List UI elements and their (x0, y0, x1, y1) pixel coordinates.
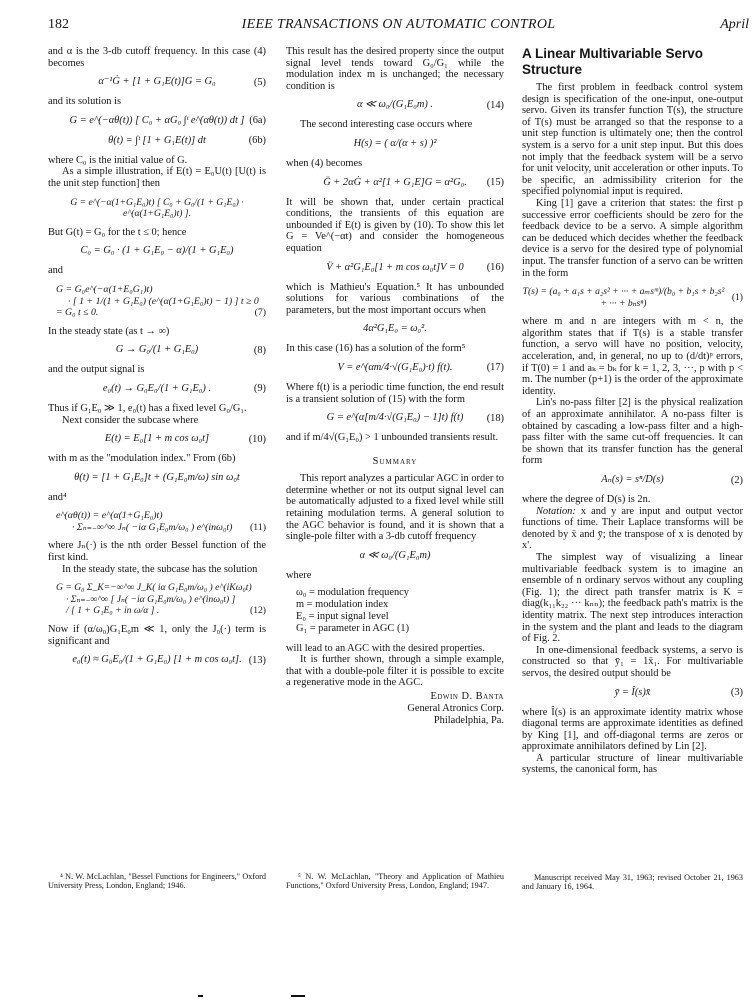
equation-line: = G₀ t ≤ 0. (56, 307, 99, 319)
paragraph: Next consider the subcase where (62, 414, 199, 426)
manuscript-note-text: Manuscript received May 31, 1963; revised October 21, 1963 and January 16, 1964. (522, 873, 743, 891)
paragraph: and⁴ (48, 491, 67, 503)
paragraph: It will be shown that, under certain practical conditions, the transients of this equation are unbounded if E(t) is given by (10). To show this let G = Ve^(−αt) and consider the homogeneous equation (286, 196, 504, 254)
paragraph: will lead to an AGC with the desired properties. (286, 642, 485, 654)
definition-list (296, 587, 504, 634)
footnote-5 (286, 873, 504, 890)
equation-12 (48, 582, 266, 617)
paragraph: King [1] gave a criterion that states: the first p successive error coefficients should be zero for the feedback device to be a servo. A simple algorithm can be deduced which decides whether the feedback device is a servo for the desired type of polynomial input. The transfer function of a servo can be written in the form (522, 197, 743, 279)
equation-16 (286, 262, 504, 275)
notation-label: Notation: (536, 505, 576, 517)
paragraph: and the output signal is (48, 364, 145, 376)
paragraph: Where f(t) is a periodic time function, the end result is a transient solution of (15) with the form (286, 381, 504, 405)
notation-text: x and y are input and output vector functions of time. Their Laplace transforms will be denoted by x̄ and ȳ; the transpose of x is denoted by x'. (522, 505, 743, 552)
equation-2 (522, 474, 743, 487)
equation-body: H(s) = ( α/(α + s) )² (353, 137, 437, 149)
bottom-rule-mark (198, 995, 203, 997)
equation-10 (48, 433, 266, 446)
equation-body: G = e^(−αθ(t)) [ C₀ + αG₀ ∫ᵗ e^(αθ(t)) dt ] (69, 114, 245, 126)
equation-number: (15) (486, 177, 504, 189)
paragraph: As a simple illustration, if E(t) = E₀U(t) [U(t) is the unit step function] then (48, 166, 266, 189)
equation-body: T(s) = (a₀ + a₁s + a₂s² + ··· + aₘsᵐ)/(b₀ + b₁s + b₂s² + ··· + bₙsⁿ) (522, 286, 725, 309)
equation-body: G = e^(−α(1+G₁E₀)t) [ C₀ + G₀/(1 + G₁E₀) · e^(α(1+G₁E₀)t) ]. (70, 196, 244, 220)
paragraph: Thus if G₁E₀ ≫ 1, e₀(t) has a fixed level G₀/G₁. (48, 402, 247, 414)
paragraph: where C₀ is the initial value of G. (48, 154, 188, 166)
paragraph: In one-dimensional feedback systems, a servo is constructed so that ȳ₁ = 1x̄₁. For multivariable servos, the desired output should be (522, 644, 743, 679)
definition-item: E₀ = input signal level (296, 611, 389, 623)
equation-14 (286, 99, 504, 112)
equation-number: (14) (486, 100, 504, 112)
equation-number: (12) (250, 605, 266, 617)
equation-number: (2) (730, 474, 743, 486)
equation-body: Aₙ(s) = sⁿ/D(s) (601, 474, 664, 485)
paragraph: which is Mathieu's Equation.⁵ It has unbounded solutions for various combinations of the parameters, but the most important occurs when (286, 281, 504, 316)
paragraph: and if m/4√(G₁E₀) > 1 unbounded transients result. (286, 432, 499, 444)
paragraph: But G(t) = G₀ for the t ≤ 0; hence (48, 226, 187, 238)
equation-c0 (48, 245, 266, 258)
paragraph: and α is the 3-db cutoff frequency. In this case (4) becomes (48, 46, 266, 69)
paragraph: where m and n are integers with m < n, the algorithm states that if T(s) is a stable transfer function, a servo will have no position, velocity, acceleration, and, in general, no up to (d/dt)ᵖ errors, if T(0) = 1 and aₖ = bₖ for k = 1, 2, 3, ···, p with p < m. The number (p+1) is the order of the approximate identity. (522, 316, 743, 397)
equation-summary (286, 550, 504, 563)
equation-number: (16) (486, 262, 504, 274)
paragraph: In the steady state (as t → ∞) (48, 325, 170, 337)
equation-number: (10) (248, 433, 266, 445)
paragraph: The second interesting case occurs where (300, 119, 473, 131)
equation-11 (48, 510, 266, 533)
paragraph: where Î(s) is an approximate identity matrix whose diagonal terms are approximate identities as defined by King [1], and off-diagonal terms are zeros or approximate annihilators defined by Lin [2]. (522, 706, 743, 753)
equation-theta (48, 472, 266, 485)
equation-condition (286, 323, 504, 336)
equation-body: α ≪ ω₀/(G₁E₀m) (359, 549, 431, 561)
equation-8 (48, 344, 266, 357)
equation-number: (13) (248, 654, 266, 666)
equation-number: (3) (730, 687, 743, 699)
equation-line: · Σₙ₌₋∞^∞ Jₙ( −iα G₁E₀m/ω₀ ) e^(inω₀t) (72, 521, 233, 533)
equation-step-solution (48, 197, 266, 220)
footnote-text: ⁴ N. W. McLachlan, "Bessel Functions for Engineers," Oxford University Press, London, England; 1946. (48, 872, 266, 890)
manuscript-note (522, 874, 743, 891)
paragraph: with m as the "modulation index." From (6b) (48, 453, 236, 465)
paragraph: The first problem in feedback control system design is specification of the one-input, one-output servo. Given its transfer function T(s), the structure of T(s) must be arranged so that the response to a unit step function is ultimately one; then the control system is a servo for a unit step input. But this does not imply that the feedback system will be a servo for unit velocity, unit acceleration or other inputs. To be specific, an admissibility criterion for the specified polynomial input is required. (522, 82, 743, 198)
equation-body: θ(t) = [1 + G₁E₀]t + (G₁E₀m/ω) sin ω₀t (74, 471, 240, 483)
footnote-text: ⁵ N. W. McLachlan, "Theory and Application of Mathieu Functions," Oxford University Press, London, England; 1947. (286, 872, 504, 890)
paragraph: where (286, 569, 312, 581)
left-column (48, 46, 266, 674)
equation-number: (8) (253, 345, 266, 357)
equation-13 (48, 654, 266, 667)
equation-number: (7) (254, 307, 266, 319)
equation-5 (48, 76, 266, 89)
equation-6a (48, 115, 266, 128)
author-signature (286, 691, 504, 726)
equation-number: (11) (250, 521, 266, 533)
author-location: Philadelphia, Pa. (433, 714, 504, 726)
equation-15 (286, 177, 504, 190)
paragraph: In the steady state, the subcase has the solution (62, 563, 258, 575)
definition-item: G₁ = parameter in AGC (1) (296, 622, 410, 634)
page-number: 182 (48, 17, 69, 32)
equation-1 (522, 286, 743, 309)
equation-number: (18) (486, 412, 504, 424)
issue-month: April (720, 17, 749, 32)
equation-h (286, 138, 504, 151)
definition-item: ω₀ = modulation frequency (296, 587, 409, 599)
equation-6b (48, 135, 266, 148)
equation-body: ȳ = Î(s)x̄ (614, 686, 651, 698)
equation-body: E(t) = E₀[1 + m cos ω₀t] (104, 433, 210, 445)
equation-body: e₀(t) → G₀E₀/(1 + G₁E₀) . (102, 382, 212, 394)
journal-title: IEEE TRANSACTIONS ON AUTOMATIC CONTROL (241, 17, 556, 32)
equation-number: (9) (253, 383, 266, 395)
equation-number: (6a) (249, 115, 266, 127)
article-title: A Linear Multivariable Servo Structure (522, 46, 704, 77)
paragraph: and its solution is (48, 96, 122, 108)
equation-number: (6b) (248, 135, 266, 147)
equation-number: (1) (731, 291, 743, 303)
paragraph: In this case (16) has a solution of the form⁵ (286, 343, 466, 355)
equation-line: G = G₀e^(−α(1+E₀G₁)t) (56, 283, 153, 295)
equation-number: (17) (486, 362, 504, 374)
section-heading-summary: Summary (372, 455, 418, 467)
equation-line: e^(αθ(t)) = e^(α(1+G₁E₀)t) (56, 510, 163, 522)
equation-body: G = e^(α[m/4·√(G₁E₀) − 1]t) f(t) (326, 412, 464, 424)
author-affiliation: General Atronics Corp. (407, 702, 504, 714)
equation-7 (48, 284, 266, 319)
paragraph: and (48, 265, 64, 277)
paragraph: Now if (α/ω₀)G₁E₀m ≪ 1, only the J₀(·) term is significant and (48, 624, 266, 647)
equation-line: G = G₀ Σ_K=−∞^∞ J_K( iα G₁E₀m/ω₀ ) e^(iKω₀t) (56, 582, 252, 594)
paragraph: The simplest way of visualizing a linear multivariable feedback system is to imagine an ensemble of n ordinary servos without any coupling (Fig. 1); the direct path transfer matrix is K = diag(k₁₁k₂₂ ··· kₙₙ); the feedback path's matrix is the identity matrix. The next step introduces interaction in the system and the plant and leads to the diagram of Fig. 2. (522, 551, 743, 645)
equation-body: C₀ = G₀ · (1 + G₁E₀ − α)/(1 + G₁E₀) (80, 245, 234, 257)
equation-body: V̈ + α²G₁E₀[1 + m cos ω₀t]V = 0 (326, 261, 464, 273)
equation-body: V = e^(αm/4·√(G₁E₀)·t) f(t). (337, 361, 453, 373)
paragraph: where Jₙ(·) is the nth order Bessel function of the first kind. (48, 540, 266, 564)
equation-17 (286, 362, 504, 375)
equation-body: G → G₀/(1 + G₁E₀) (115, 344, 199, 356)
author-name: Edwin D. Banta (430, 691, 504, 702)
paragraph: Lin's no-pass filter [2] is the physical realization of an approximate annihilator. A no-pass filter is obtained by cascading a low-pass filter and a high-pass filter with the same cut-off frequencies. It can be shown that its transfer function has the general form (522, 397, 743, 467)
right-column (522, 46, 743, 776)
paragraph (522, 506, 743, 552)
paragraph: A particular structure of linear multivariable systems, the canonical form, has (522, 752, 743, 776)
equation-9 (48, 383, 266, 396)
footnote-4 (48, 873, 266, 890)
equation-body: α ≪ ω₀/(G₁E₀m) . (356, 99, 434, 111)
paragraph: This report analyzes a particular AGC in order to determine whether or not its output signal level can be automatically adjusted to a fixed level while still retaining modulation terms. A general solution to the AGC behavior is found, and it is shown that a single-pole filter with a 3-db cutoff frequency (286, 473, 504, 543)
paragraph: This result has the desired property since the output signal level tends toward G₀/G₁ while the modulation index m is unchanged; the necessary condition is (286, 46, 504, 92)
paragraph: where the degree of D(s) is 2n. (522, 494, 651, 505)
middle-column (286, 46, 504, 726)
equation-body: G̈ + 2αĠ + α²[1 + G₁E]G = α²G₀. (323, 176, 467, 188)
paragraph: It is further shown, through a simple example, that with a double-pole filter it is possible to excite a regenerative mode in the AGC. (286, 654, 504, 689)
equation-body: α⁻¹Ġ + [1 + G₁E(t)]G = G₀ (98, 76, 216, 88)
equation-body: θ(t) = ∫ᵗ [1 + G₁E(t)] dt (108, 134, 206, 146)
equation-body: 4α²G₁E₀ = ω₀². (363, 323, 427, 335)
equation-3 (522, 687, 743, 700)
equation-line: · [ 1 + 1/(1 + G₁E₀) (e^(α(1+G₁E₀)t) − 1) ] t ≥ 0 (68, 295, 259, 307)
equation-18 (286, 412, 504, 425)
bottom-rule-mark (291, 995, 305, 997)
equation-line: · Σₙ₌₋∞^∞ [ Jₙ( −iα G₁E₀m/ω₀ ) e^(inω₀t) ] / [ 1 + G₁E₀ + in ω/α ] . (66, 593, 236, 617)
equation-body: e₀(t) ≈ G₀E₀/(1 + G₁E₀) [1 + m cos ω₀t]. (72, 654, 242, 666)
running-header (48, 17, 749, 35)
equation-number: (5) (253, 76, 266, 88)
definition-item: m = modulation index (296, 599, 389, 611)
paragraph: when (4) becomes (286, 157, 363, 169)
